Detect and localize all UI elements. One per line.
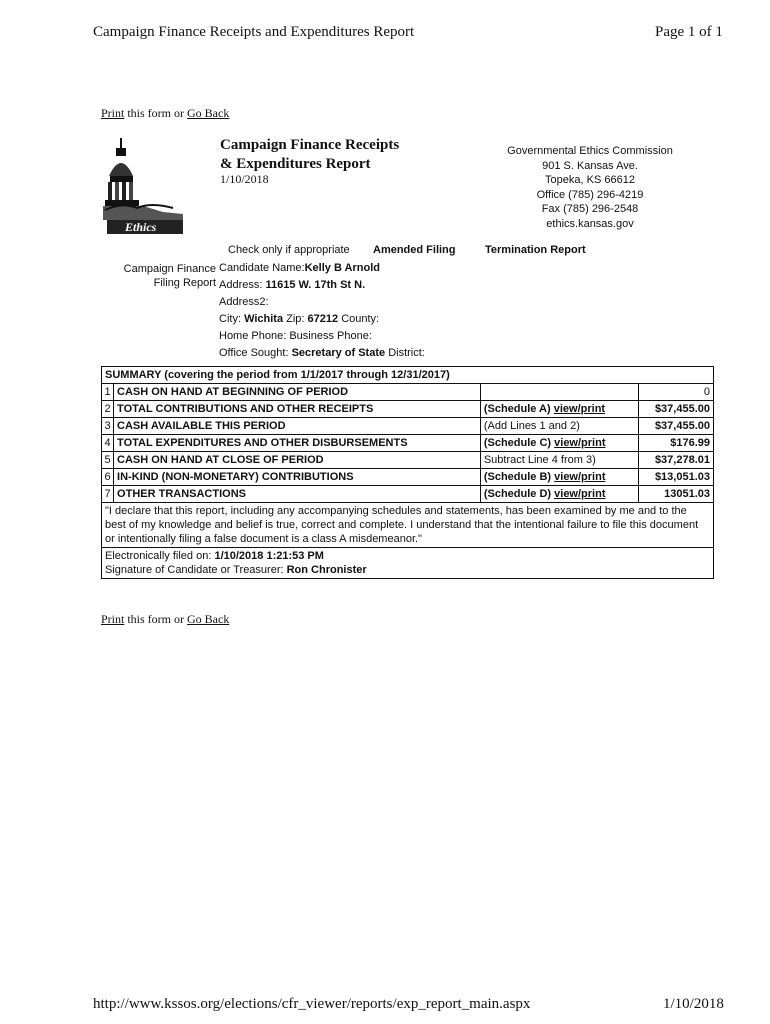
summary-row [102,435,714,452]
line-amount: $37,278.01 [638,452,713,469]
view-print-link[interactable]: view/print [554,471,606,483]
termination-report-option[interactable]: Termination Report [485,244,586,256]
commission-street: 901 S. Kansas Ave. [542,159,638,172]
schedule-text: (Add Lines 1 and 2) [483,420,580,432]
filing-report-label-line1: Campaign Finance [123,263,216,275]
line-number: 4 [102,435,114,452]
ethics-logo [103,136,185,236]
district-label: District: [388,347,425,359]
view-print-link[interactable]: view/print [554,437,606,449]
schedule-text: Subtract Line 4 from 3) [483,454,596,466]
filed-on-value: 1/10/2018 1:21:53 PM [214,550,324,562]
address2-row [219,296,269,308]
city-row [219,313,379,325]
line-label: TOTAL EXPENDITURES AND OTHER DISBURSEMENTS [114,435,481,452]
report-title-line1: Campaign Finance Receipts [220,137,400,153]
commission-web: ethics.kansas.gov [546,217,634,230]
summary-heading: SUMMARY (covering the period from 1/1/2017 through 12/31/2017) [102,367,714,384]
nav-text-bottom: this form or [124,612,188,626]
nav-top [101,106,229,121]
home-phone-label: Home Phone: [219,330,287,342]
nav-text: this form or [124,106,188,120]
summary-row [102,469,714,486]
address-row [219,279,365,291]
check-prompt: Check only if appropriate [228,244,350,256]
schedule-text: (Schedule D) [483,488,555,500]
signature-label: Signature of Candidate or Treasurer: [105,564,284,576]
summary-table [101,366,714,579]
line-number: 7 [102,486,114,503]
filing-report-label-line2: Filing Report [153,277,216,289]
line-label: CASH ON HAND AT BEGINNING OF PERIOD [114,384,481,401]
line-number: 3 [102,418,114,435]
schedule-text: (Schedule B) [483,471,555,483]
address-value: 11615 W. 17th St N. [265,279,366,291]
schedule-text: (Schedule A) [483,403,554,415]
schedule-cell [480,384,638,401]
go-back-link-bottom[interactable]: Go Back [187,612,230,626]
view-print-link[interactable]: view/print [553,403,606,415]
city-label: City: [219,313,241,325]
summary-row [102,384,714,401]
phone-row [219,330,372,342]
zip-value: 67212 [307,313,339,325]
summary-row [102,418,714,435]
line-amount: $37,455.00 [638,418,713,435]
commission-office-phone: Office (785) 296-4219 [536,188,644,201]
line-number: 5 [102,452,114,469]
footer-url: http://www.kssos.org/elections/cfr_viewer/reports/exp_report_main.aspx [93,996,531,1012]
summary-heading-row [102,367,714,384]
address-label: Address: [219,279,263,291]
declaration-row [102,503,714,548]
commission-address [484,144,696,231]
city-value: Wichita [244,313,284,325]
summary-row [102,486,714,503]
amended-filing-option[interactable]: Amended Filing [373,244,456,256]
line-amount: $37,455.00 [638,401,713,418]
candidate-name: Kelly B Arnold [304,262,380,274]
footer-date: 1/10/2018 [663,996,724,1012]
report-date: 1/10/2018 [220,172,269,186]
commission-name: Governmental Ethics Commission [507,145,673,157]
schedule-cell [480,418,638,435]
nav-bottom [101,612,229,627]
logo-text: Ethics [125,220,157,234]
summary-row [102,452,714,469]
address2-label: Address2: [219,296,269,308]
line-number: 2 [102,401,114,418]
line-amount: 13051.03 [638,486,713,503]
summary-row [102,401,714,418]
line-label: CASH AVAILABLE THIS PERIOD [114,418,481,435]
line-number: 6 [102,469,114,486]
filed-on-label: Electronically filed on: [105,550,212,562]
page-header-title: Campaign Finance Receipts and Expenditures Report [93,24,415,40]
report-title-line2: & Expenditures Report [220,156,371,172]
zip-label: Zip: [286,313,305,325]
commission-city: Topeka, KS 66612 [545,174,635,186]
line-amount: $176.99 [638,435,713,452]
schedule-cell [480,486,638,503]
office-label: Office Sought: [219,347,289,359]
page-number: Page 1 of 1 [655,24,723,40]
print-link[interactable]: Print [101,106,125,120]
business-phone-label: Business Phone: [289,330,372,342]
line-number: 1 [102,384,114,401]
schedule-cell [480,401,638,418]
declaration-text: "I declare that this report, including any accompanying schedules and statements, has been examined by me and to the best of my knowledge and belief is true, correct and complete. I understand that the intentional failure to file this document or intentionally filing a false document is a class A misdemeanor." [102,503,714,548]
line-label: IN-KIND (NON-MONETARY) CONTRIBUTIONS [114,469,481,486]
report-title [220,136,399,174]
schedule-cell [480,452,638,469]
line-amount: 0 [638,384,713,401]
schedule-cell [480,469,638,486]
line-label: TOTAL CONTRIBUTIONS AND OTHER RECEIPTS [114,401,481,418]
county-label: County: [341,313,380,325]
filing-info [102,548,714,579]
go-back-link[interactable]: Go Back [187,106,230,120]
office-value: Secretary of State [291,347,386,359]
view-print-link[interactable]: view/print [554,488,606,500]
schedule-text: (Schedule C) [483,437,555,449]
candidate-name-label: Candidate Name: [219,262,305,274]
candidate-name-row [219,262,380,274]
print-link-bottom[interactable]: Print [101,612,125,626]
filing-info-row [102,548,714,579]
line-amount: $13,051.03 [638,469,713,486]
line-label: OTHER TRANSACTIONS [114,486,481,503]
schedule-cell [480,435,638,452]
office-row [219,347,425,359]
line-label: CASH ON HAND AT CLOSE OF PERIOD [114,452,481,469]
signature-value: Ron Chronister [286,564,367,576]
filing-report-label [116,262,216,290]
commission-fax: Fax (785) 296-2548 [541,203,639,215]
